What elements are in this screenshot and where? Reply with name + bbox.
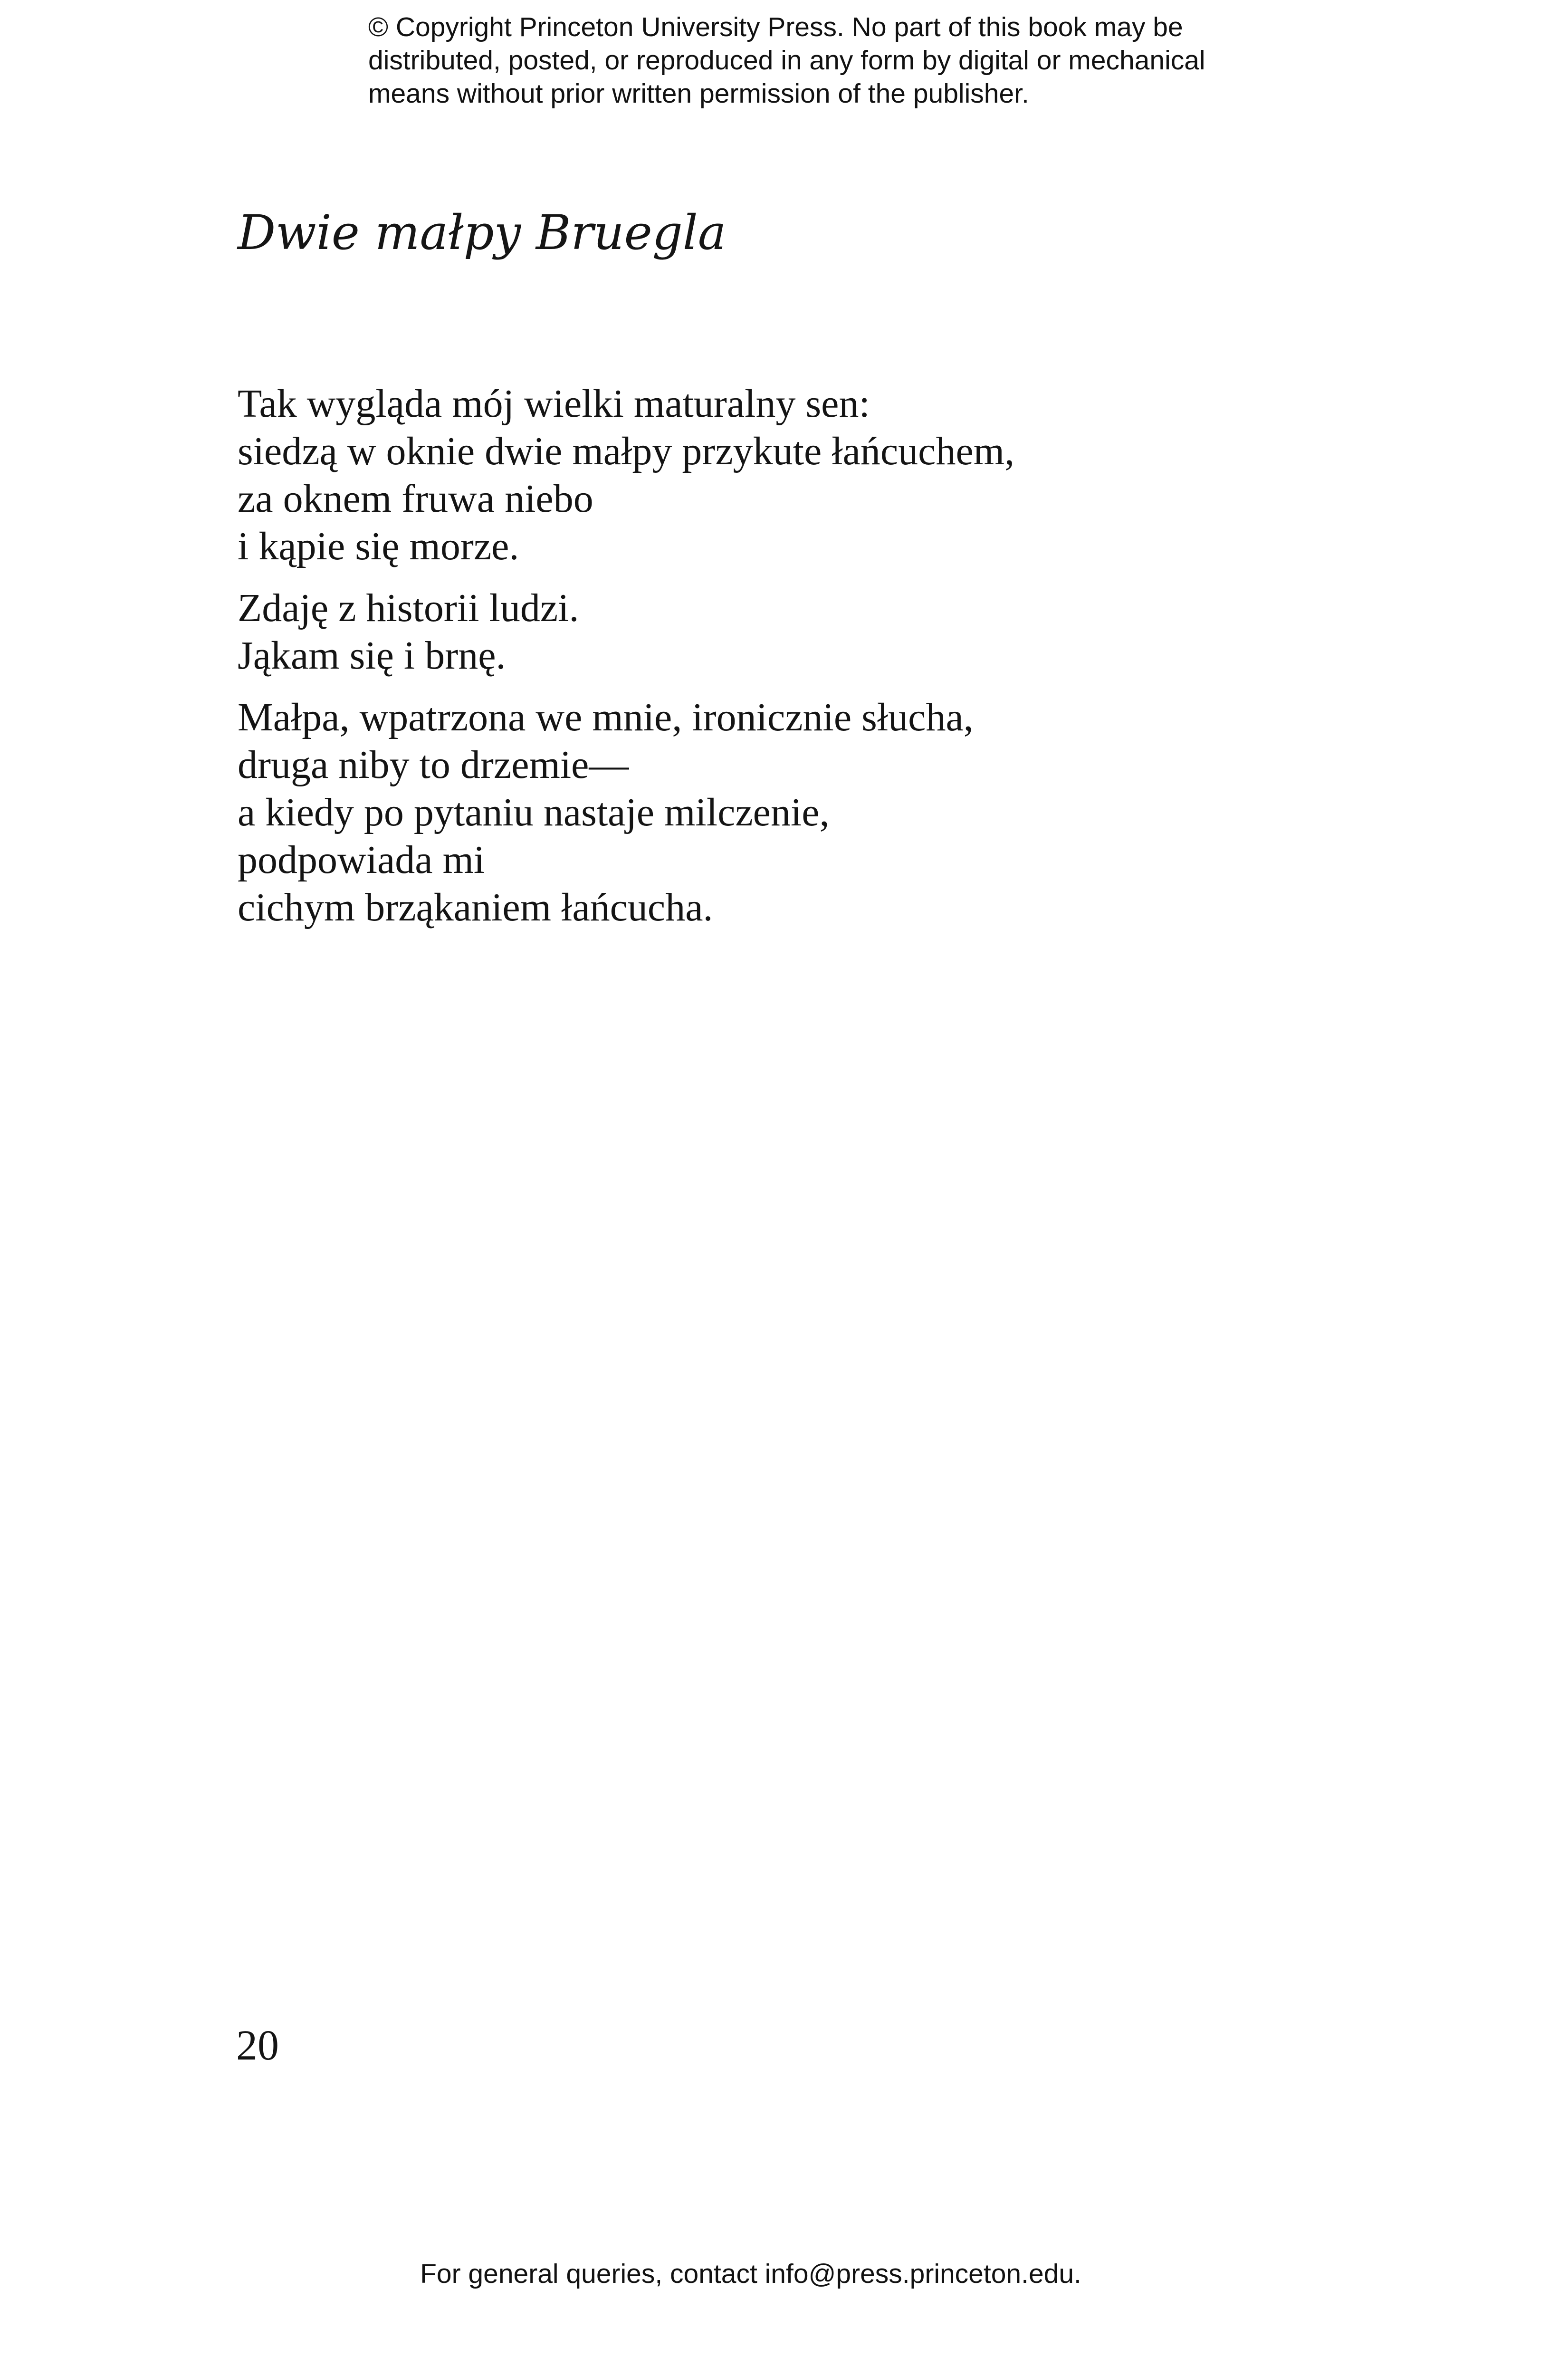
- copyright-line: means without prior written permission of the publisher.: [368, 78, 1029, 109]
- poem-line: Małpa, wpatrzona we mnie, ironicznie słucha,: [238, 695, 974, 739]
- poem-line: Jąkam się i brnę.: [238, 633, 506, 678]
- poem-line: druga niby to drzemie—: [238, 743, 629, 787]
- poem-body: [238, 380, 1014, 931]
- poem-line: siedzą w oknie dwie małpy przykute łańcuchem,: [238, 429, 1015, 473]
- footer-contact-text: For general queries, contact info@press.princeton.edu.: [420, 2259, 1081, 2289]
- stanza-2: [238, 584, 1014, 680]
- copyright-line: © Copyright Princeton University Press. No part of this book may be: [368, 12, 1183, 42]
- poem-line: za oknem fruwa niebo: [238, 477, 593, 521]
- footer: [0, 2255, 1568, 2293]
- poem-line: Tak wygląda mój wielki maturalny sen:: [238, 382, 870, 426]
- copyright-line: distributed, posted, or reproduced in any form by digital or mechanical: [368, 45, 1205, 76]
- poem-line: cichym brząkaniem łańcucha.: [238, 885, 713, 929]
- poem-line: i kąpie się morze.: [238, 524, 519, 568]
- stanza-1: [238, 380, 1014, 570]
- poem-title: Dwie małpy Bruegla: [238, 205, 727, 260]
- stanza-3: [238, 694, 1014, 931]
- poem-line: Zdaję z historii ludzi.: [238, 586, 579, 630]
- poem-line: podpowiada mi: [238, 838, 485, 882]
- page-number: 20: [236, 2022, 279, 2069]
- copyright-notice: [368, 10, 1461, 110]
- poem-line: a kiedy po pytaniu nastaje milczenie,: [238, 790, 830, 834]
